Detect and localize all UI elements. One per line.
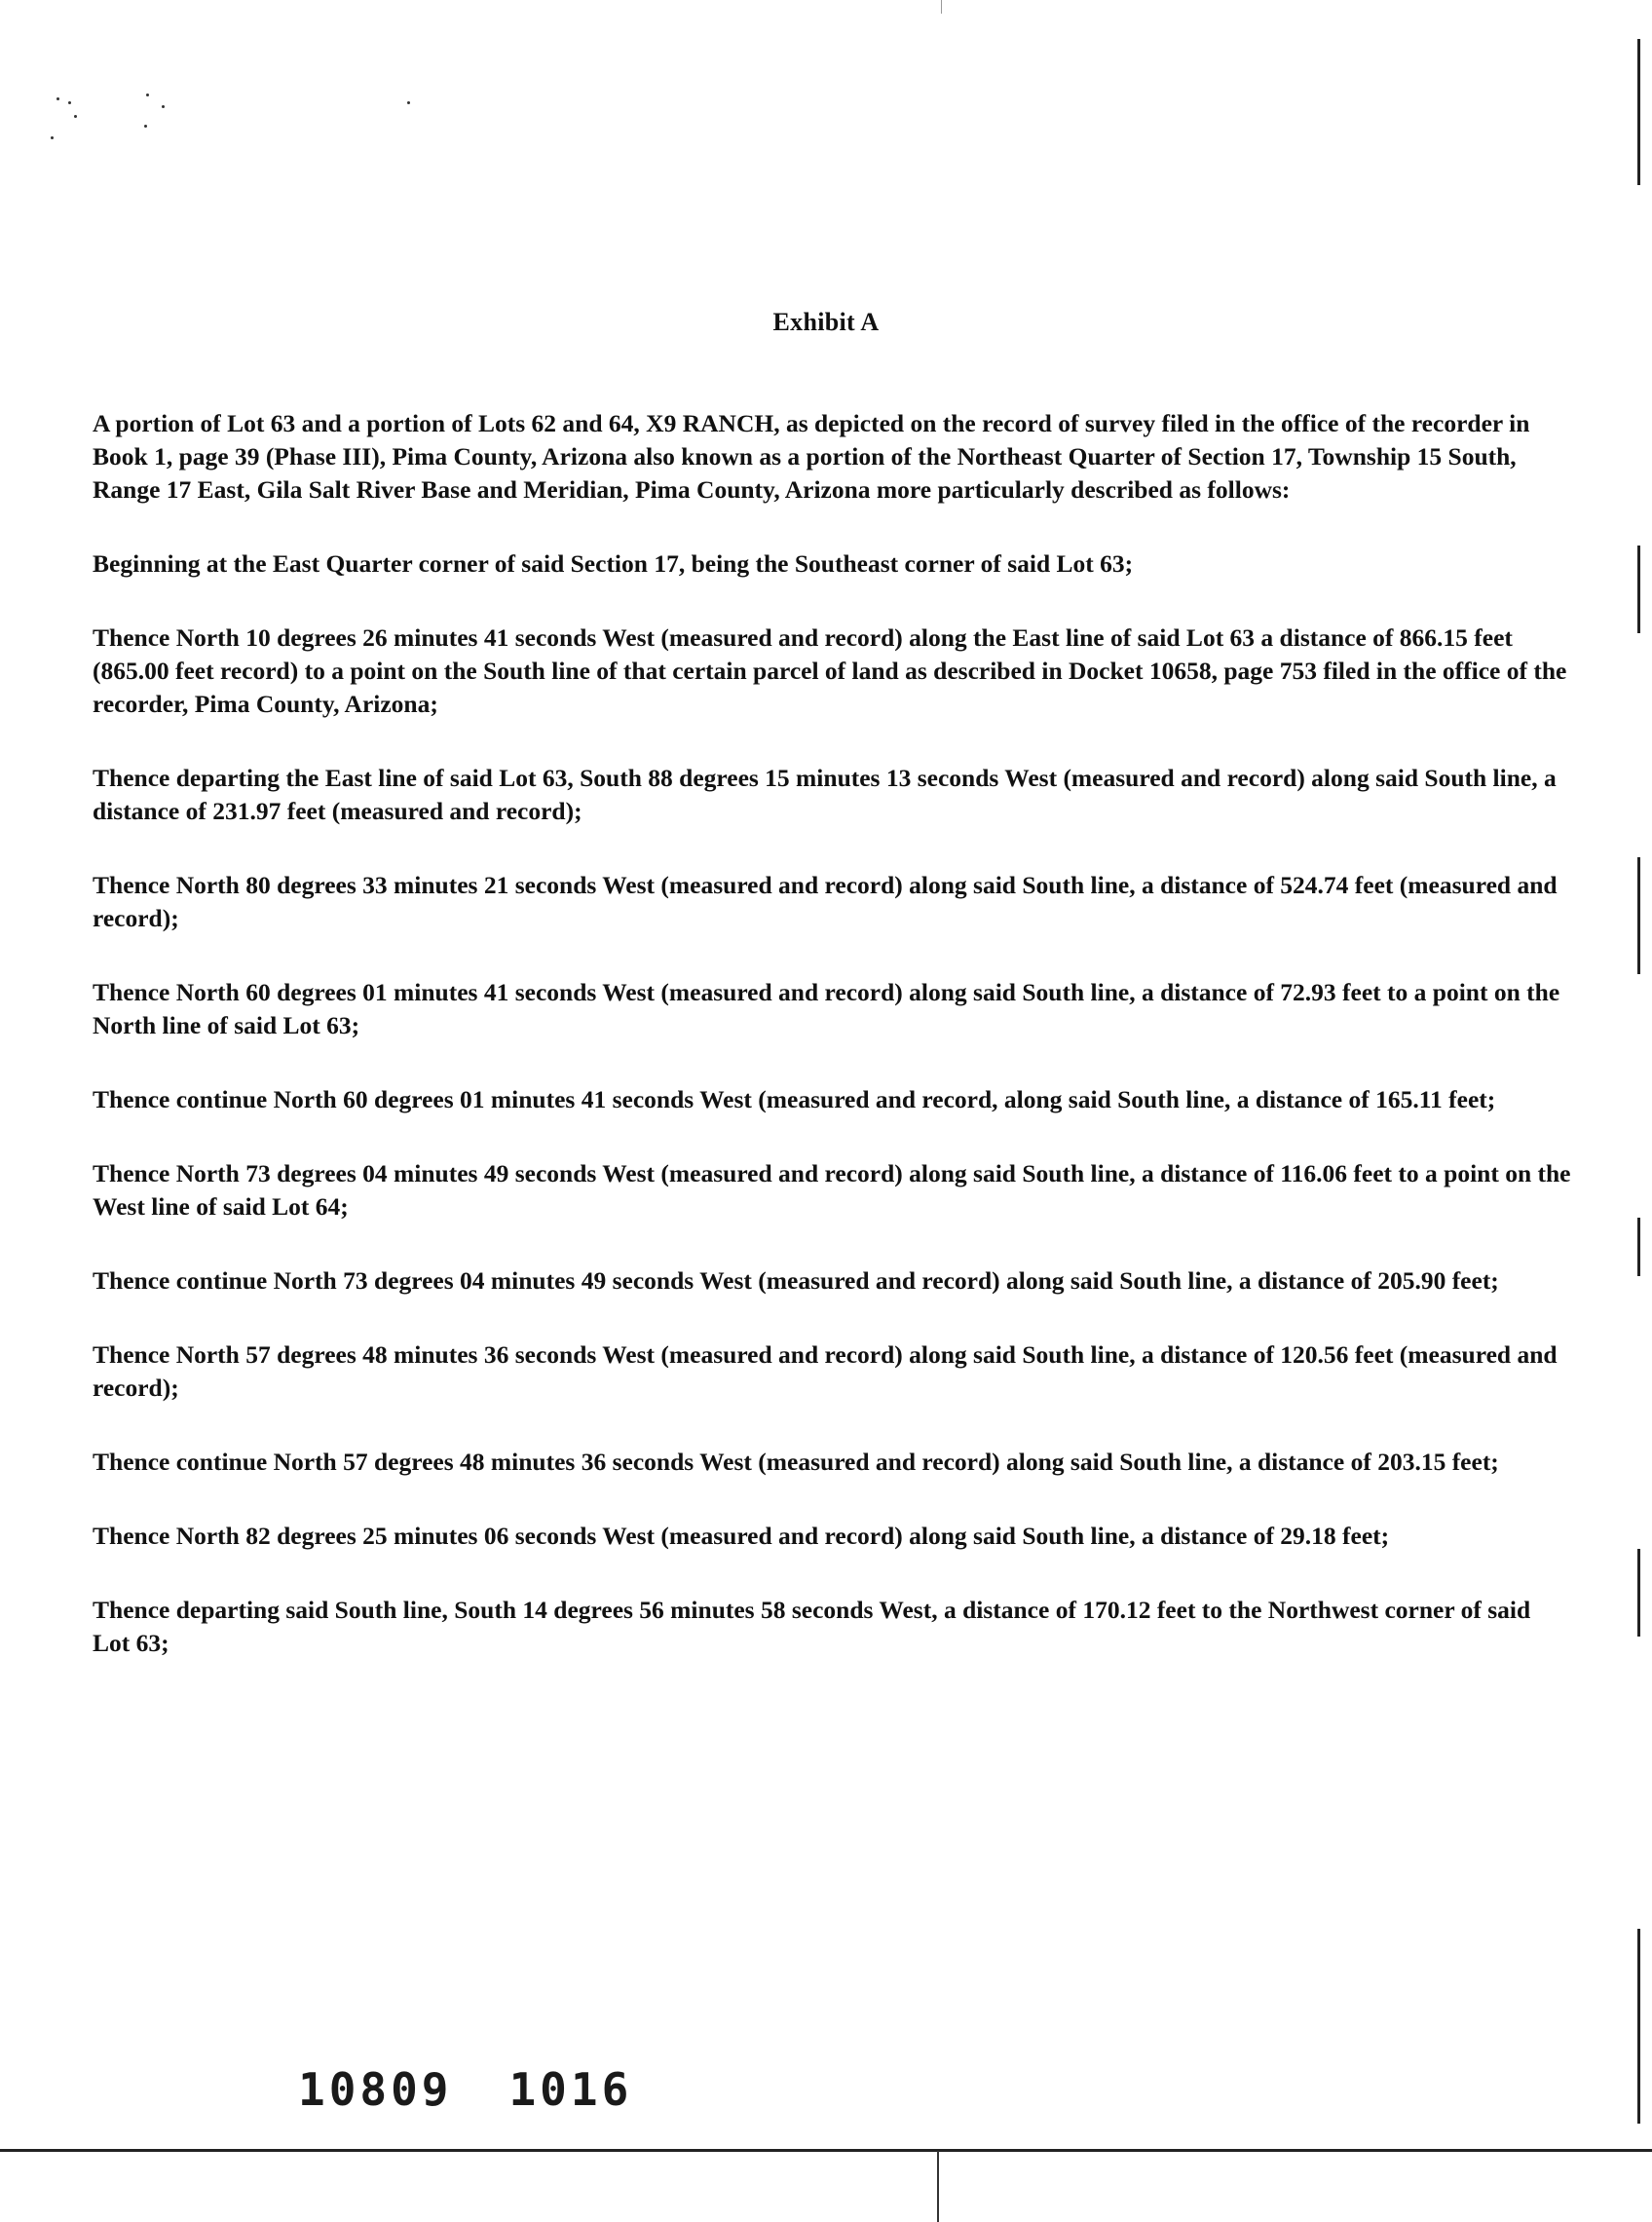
scan-edge-mark xyxy=(1637,1549,1640,1637)
legal-description xyxy=(93,407,1573,1701)
paragraph-course: Thence continue North 73 degrees 04 minutes 49 seconds West (measured and record) along said South line, a distance of 205.90 feet; xyxy=(93,1266,1499,1295)
scan-speck xyxy=(144,125,147,128)
paragraph-course: Thence North 73 degrees 04 minutes 49 seconds West (measured and record) along said South line, a distance of 116.06 feet to a point on the West line of said Lot 64; xyxy=(93,1159,1571,1221)
paragraph-intro: A portion of Lot 63 and a portion of Lots 62 and 64, X9 RANCH, as depicted on the record of survey filed in the office of the recorder in Book 1, page 39 (Phase III), Pima County, Arizona also known as a portion of the Northeast Quarter of Section 17, Township 15 South, Range 17 East, Gila Salt River Base and Meridian, Pima County, Arizona more particularly described as follows: xyxy=(93,409,1530,504)
paragraph-course: Thence departing said South line, South 14 degrees 56 minutes 58 seconds West, a distance of 170.12 feet to the Northwest corner of said Lot 63; xyxy=(93,1596,1531,1657)
docket-number: 10809 xyxy=(298,2063,453,2116)
scan-edge-mark xyxy=(1637,39,1640,185)
scan-edge-mark xyxy=(1637,1218,1640,1276)
scan-edge-mark xyxy=(1637,857,1640,974)
scan-speck xyxy=(68,101,71,104)
scan-speck xyxy=(407,101,410,104)
paragraph-course: Thence North 80 degrees 33 minutes 21 seconds West (measured and record) along said South line, a distance of 524.74 feet (measured and record); xyxy=(93,871,1558,932)
paragraph-course: Thence continue North 57 degrees 48 minutes 36 seconds West (measured and record) along said South line, a distance of 203.15 feet; xyxy=(93,1448,1499,1476)
paragraph-beginning: Beginning at the East Quarter corner of said Section 17, being the Southeast corner of said Lot 63; xyxy=(93,549,1134,578)
paragraph-course: Thence North 60 degrees 01 minutes 41 seconds West (measured and record) along said South line, a distance of 72.93 feet to a point on the North line of said Lot 63; xyxy=(93,978,1560,1039)
paragraph-course: Thence continue North 60 degrees 01 minutes 41 seconds West (measured and record, along said South line, a distance of 165.11 feet; xyxy=(93,1085,1496,1113)
bottom-divider xyxy=(937,2151,939,2222)
paragraph-course: Thence North 10 degrees 26 minutes 41 seconds West (measured and record) along the East line of said Lot 63 a distance of 866.15 feet (865.00 feet record) to a point on the South line of that certain parcel of land as described in Docket 10658, page 753 filed in the office of the recorder, Pima County, Arizona; xyxy=(93,623,1567,718)
recording-stamp xyxy=(298,2063,632,2116)
paragraph-course: Thence North 57 degrees 48 minutes 36 seconds West (measured and record) along said South line, a distance of 120.56 feet (measured and record); xyxy=(93,1340,1558,1402)
scan-speck xyxy=(74,115,77,118)
scan-speck xyxy=(162,105,165,108)
bottom-rule xyxy=(0,2149,1652,2152)
paragraph-course: Thence North 82 degrees 25 minutes 06 seconds West (measured and record) along said South line, a distance of 29.18 feet; xyxy=(93,1522,1390,1550)
scan-edge-mark xyxy=(1637,1929,1640,2124)
document-title: Exhibit A xyxy=(772,308,880,336)
scan-speck xyxy=(146,94,149,96)
scan-speck xyxy=(51,136,54,139)
page-number: 1016 xyxy=(508,2063,633,2116)
scan-mark-top xyxy=(941,0,942,14)
scan-speck xyxy=(56,97,59,100)
paragraph-course: Thence departing the East line of said Lot 63, South 88 degrees 15 minutes 13 seconds West (measured and record) along said South line, a distance of 231.97 feet (measured and record); xyxy=(93,764,1557,825)
scan-edge-mark xyxy=(1637,546,1640,633)
